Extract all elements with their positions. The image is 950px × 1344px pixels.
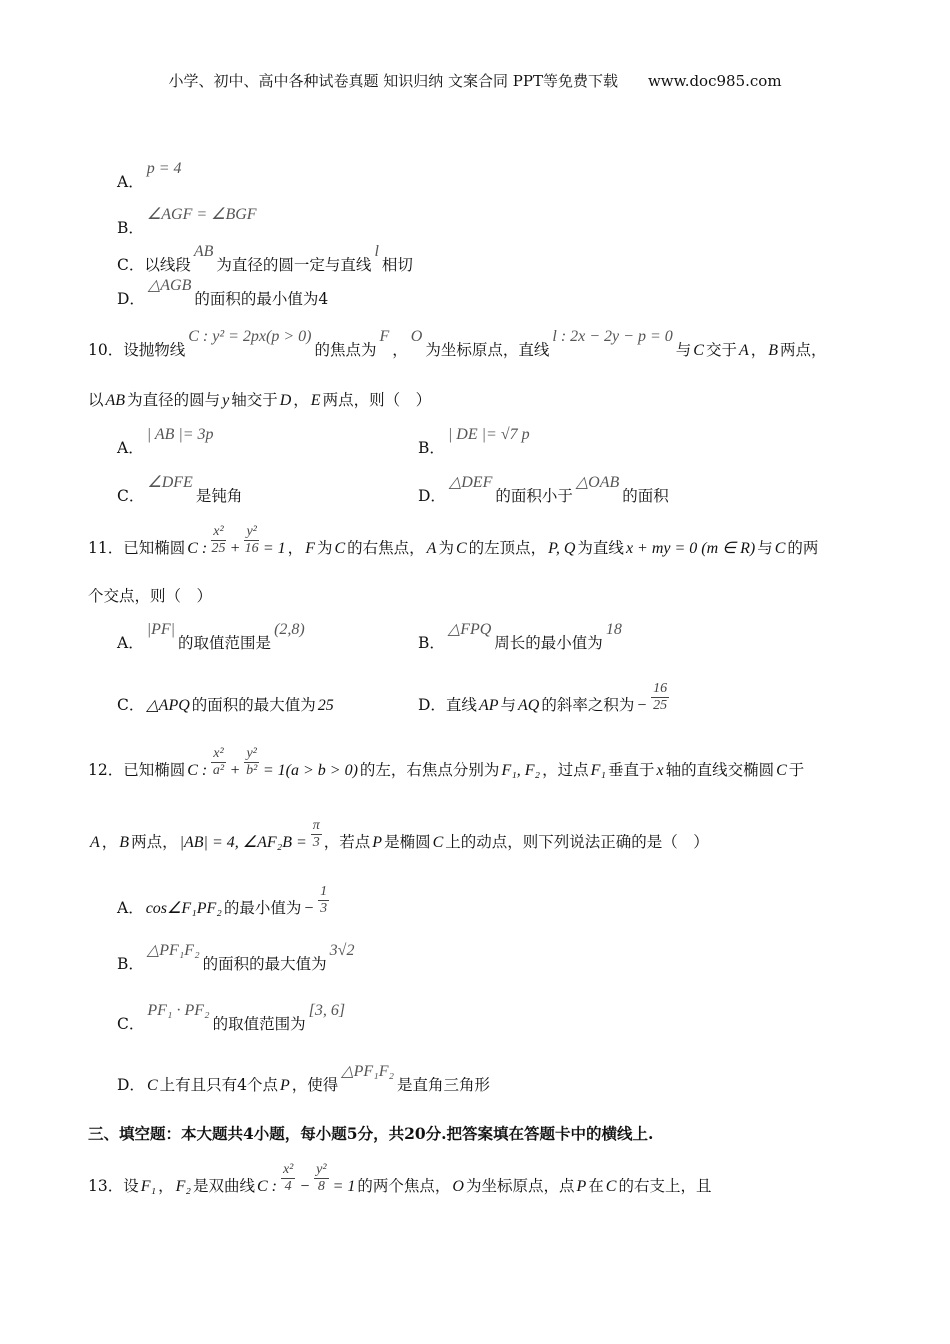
denominator: b² [246, 762, 258, 778]
numerator: x² [213, 524, 224, 540]
math-expression: cos∠F₁PF₂ [145, 900, 222, 917]
numerator: y² [246, 746, 257, 762]
math-expression: F₂ [175, 1178, 191, 1195]
text: 的左顶点， [468, 539, 547, 557]
text: 交于 [705, 341, 737, 359]
page-header: 小学、初中、高中各种试卷真题 知识归纳 文案合同 PPT等免费下载 www.doc985.com [168, 72, 782, 90]
denominator: 4 [284, 1178, 292, 1194]
math-expression: 25 [317, 697, 334, 714]
text: 13．设 [88, 1177, 139, 1195]
math-expression: C : [187, 540, 208, 557]
text-line [418, 621, 625, 653]
text-line [117, 160, 185, 192]
text: 上有且只有4个点 [159, 1076, 278, 1094]
text: 的最小值为 [223, 899, 302, 917]
text: D． [418, 487, 446, 505]
text-line [117, 277, 329, 309]
text: 为直径的圆与 [127, 391, 221, 409]
text: ， [158, 1177, 174, 1195]
math-expression: △OAB [575, 474, 620, 491]
text: A． [117, 634, 144, 652]
text: ， [293, 391, 309, 409]
text: 为坐标原点，点 [465, 1177, 575, 1195]
numerator: y² [246, 524, 257, 540]
math-expression: x [656, 762, 664, 779]
math-expression: P, Q [548, 540, 576, 557]
math-expression: ∠AGF = ∠BGF [146, 206, 257, 223]
text: ， [101, 833, 118, 851]
math-expression: F [305, 540, 315, 557]
fraction [314, 1162, 328, 1194]
text-line [418, 426, 533, 458]
text: 是双曲线 [192, 1177, 255, 1195]
text: 是直角三角形 [397, 1076, 491, 1094]
math-expression: △APQ [146, 697, 190, 714]
text: 的面积的最小值为4 [194, 290, 329, 308]
text: 三、填空题：本大题共4小题，每小题5分，共20分.把答案填在答题卡中的横线上. [88, 1124, 654, 1143]
text: 的面积 [622, 487, 669, 505]
text: 是钝角 [195, 487, 243, 505]
text: D． [117, 290, 145, 308]
math-expression: C [334, 540, 346, 557]
text-line [117, 884, 331, 918]
math-expression: |PF| [146, 621, 176, 638]
text: 两点， [131, 833, 178, 851]
text: 以 [88, 391, 104, 409]
denominator: 3 [312, 834, 320, 850]
math-expression: | AB |= 3p [146, 426, 214, 443]
text: 个交点，则（ ） [88, 587, 213, 605]
text: ， [392, 341, 408, 359]
text: 两点，则（ ） [322, 391, 432, 409]
text: 的右焦点， [347, 539, 425, 557]
text-line [418, 474, 669, 506]
math-expression: C [774, 540, 786, 557]
text-line [117, 691, 336, 715]
math-expression: |AB| = 4, ∠AF₂B = [179, 834, 307, 851]
math-expression: B [119, 834, 130, 851]
math-expression: − [303, 900, 315, 917]
math-expression: l : 2x − 2y − p = 0 [552, 328, 673, 345]
denominator: a² [212, 762, 225, 778]
text: ，使得 [291, 1076, 339, 1094]
math-expression: C [605, 1178, 617, 1195]
text-line [88, 582, 212, 606]
text: 于 [788, 761, 805, 779]
denominator: 8 [317, 1178, 325, 1194]
fraction [281, 1162, 295, 1194]
text: B． [117, 955, 144, 973]
math-expression: PF₁ · PF₂ [147, 1002, 210, 1019]
text: ， [287, 539, 304, 557]
math-expression: △DEF [448, 474, 493, 491]
text-line [117, 1002, 348, 1034]
text-line [117, 426, 217, 458]
text-line [88, 1120, 653, 1144]
text: B． [117, 219, 144, 237]
math-expression: △FPQ [447, 621, 492, 638]
numerator: π [312, 818, 320, 834]
text: 的取值范围为 [212, 1015, 306, 1033]
fraction [651, 681, 669, 713]
text: 为直径的圆一定与直线 [216, 256, 372, 274]
text-line [88, 746, 805, 780]
text-line [117, 942, 357, 974]
math-expression: AB [105, 392, 126, 409]
text: 在 [588, 1177, 604, 1195]
math-expression: l [374, 243, 379, 260]
math-expression: C [693, 342, 704, 359]
text: B． [418, 634, 445, 652]
math-expression: F₁ [140, 1178, 157, 1195]
text: 的斜率之积为 [541, 696, 635, 714]
math-expression: p = 4 [146, 160, 182, 177]
text: 上的动点，则下列说法正确的是（ ） [445, 833, 709, 851]
text: A． [117, 899, 144, 917]
math-expression: C [432, 834, 444, 851]
math-expression: C : y² = 2px(p > 0) [188, 328, 312, 345]
text: 的面积的最大值为 [191, 696, 316, 714]
math-expression: F₁ [590, 762, 606, 779]
math-expression: O [410, 328, 423, 345]
text-line [88, 1162, 712, 1196]
text: D． [117, 1076, 145, 1094]
numerator: y² [316, 1162, 327, 1178]
text: ，若点 [323, 833, 371, 851]
numerator: 1 [320, 884, 328, 900]
math-expression: 3√2 [329, 942, 355, 959]
math-expression: (2,8) [274, 621, 305, 638]
math-expression: − [299, 1178, 311, 1195]
text-line [418, 681, 671, 715]
text-line [88, 386, 431, 410]
fraction [311, 818, 322, 850]
math-expression: P [279, 1077, 290, 1094]
text-line [88, 328, 827, 360]
math-expression: △PF₁F₂ [146, 942, 200, 959]
text-line [88, 818, 709, 852]
math-expression: x + my = 0 (m ∈ R) [625, 540, 756, 557]
math-expression: + [229, 540, 241, 557]
text: 的取值范围是 [178, 634, 272, 652]
denominator: 25 [211, 540, 226, 556]
math-expression: = 1 [332, 1178, 356, 1195]
math-expression: F₁, F₂ [501, 762, 541, 779]
text: 的右支上，且 [618, 1177, 712, 1195]
text: 轴交于 [231, 391, 278, 409]
math-expression: ∠DFE [147, 474, 193, 491]
math-expression: AB [193, 243, 214, 260]
text: 为坐标原点，直线 [425, 341, 550, 359]
math-expression: + [229, 762, 241, 779]
denominator: 3 [320, 900, 328, 916]
text: 为 [316, 539, 333, 557]
text: 12．已知椭圆 [88, 761, 186, 779]
text: 相切 [381, 256, 413, 274]
math-expression: y [222, 392, 230, 409]
text: 轴的直线交椭圆 [665, 761, 775, 779]
fraction [244, 746, 258, 778]
math-expression: D [279, 392, 292, 409]
math-expression: = 1(a > b > 0) [262, 762, 358, 779]
math-expression: A [90, 834, 100, 851]
math-expression: C [146, 1077, 158, 1094]
text: 周长的最小值为 [494, 634, 603, 652]
math-expression: P [576, 1178, 587, 1195]
numerator: 16 [653, 681, 668, 697]
text-line [117, 474, 243, 506]
text-line [88, 524, 819, 558]
text: 垂直于 [607, 761, 655, 779]
denominator: 16 [244, 540, 259, 556]
text: 的面积的最大值为 [202, 955, 327, 973]
math-expression: B [768, 342, 779, 359]
text: C． [117, 487, 145, 505]
text: 与 [757, 539, 773, 557]
math-expression: A [426, 540, 437, 557]
math-expression: AP [478, 697, 499, 714]
text: 两点， [780, 341, 827, 359]
text: 为直线 [577, 539, 624, 557]
fraction [211, 524, 225, 556]
math-expression: F [379, 328, 390, 345]
text: 是椭圆 [384, 833, 431, 851]
math-expression: A [738, 342, 749, 359]
text: 为 [438, 539, 454, 557]
text: 的两个焦点， [357, 1177, 451, 1195]
math-expression: O [452, 1178, 464, 1195]
text: 10．设抛物线 [88, 341, 186, 359]
text: C． [117, 1015, 145, 1033]
denominator: 25 [653, 697, 668, 713]
math-expression: C [455, 540, 467, 557]
text: C． [117, 696, 145, 714]
text: 的焦点为 [314, 341, 377, 359]
text: A． [117, 173, 144, 191]
math-expression: = 1 [262, 540, 286, 557]
text-line [117, 1063, 491, 1095]
fraction [318, 884, 329, 916]
math-expression: C : [187, 762, 208, 779]
numerator: x² [213, 746, 224, 762]
text: ，过点 [542, 761, 589, 779]
text-line [117, 243, 413, 275]
math-expression: C : [256, 1178, 277, 1195]
text: C．以线段 [117, 256, 191, 274]
text: A． [117, 439, 144, 457]
math-expression: △AGB [147, 277, 192, 294]
fraction [244, 524, 258, 556]
text: 与 [675, 341, 692, 359]
math-expression: − [636, 697, 648, 714]
text: D．直线 [418, 696, 477, 714]
math-expression: | DE |= √7 p [447, 426, 530, 443]
text: 的两 [787, 539, 819, 557]
text-line [117, 621, 308, 653]
math-expression: 18 [605, 621, 622, 638]
math-expression: C [776, 762, 787, 779]
text: ， [750, 341, 767, 359]
text: B． [418, 439, 445, 457]
math-expression: AQ [518, 697, 540, 714]
text: 的面积小于 [495, 487, 573, 505]
text: 的左，右焦点分别为 [359, 761, 500, 779]
text: 与 [500, 696, 516, 714]
fraction [211, 746, 225, 778]
numerator: x² [282, 1162, 294, 1178]
text: 11．已知椭圆 [88, 539, 186, 557]
math-expression: P [372, 834, 383, 851]
math-expression: [3, 6] [308, 1002, 346, 1019]
math-expression: △PF₁F₂ [341, 1063, 395, 1080]
math-expression: E [310, 392, 321, 409]
text-line [117, 206, 260, 238]
